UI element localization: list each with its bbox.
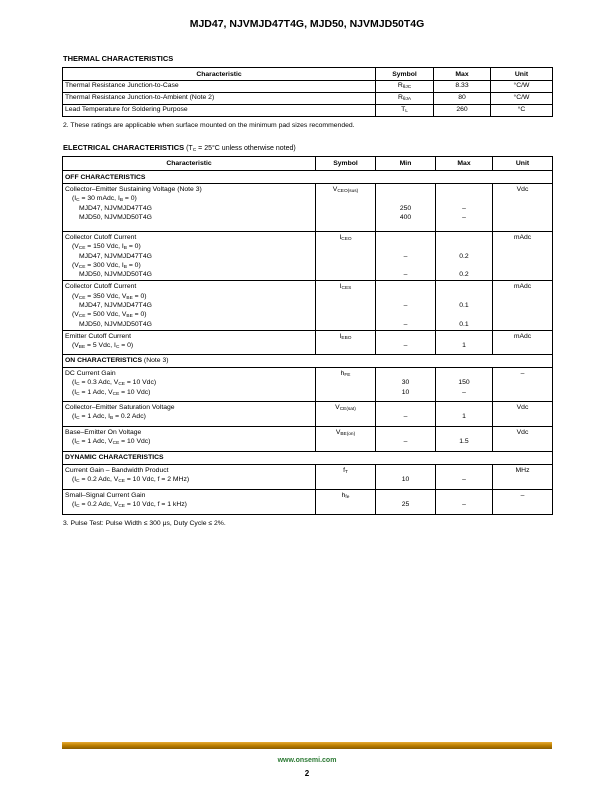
text-line: ($V_{CE} = 350$ Vdc, $V_{BE} = 0$) — [72, 292, 147, 301]
max-cell — [436, 281, 493, 330]
section-row-dynamic — [63, 451, 553, 464]
text-line: ($V_{CE} = 500$ Vdc, $V_{BE} = 0$) — [72, 311, 147, 320]
unit-cell: Vdc — [493, 184, 553, 232]
section-row-off — [63, 171, 553, 184]
characteristic-cell: Thermal Resistance Junction-to-Ambient (Note 2) — [63, 93, 376, 105]
text-line: – — [462, 476, 466, 484]
characteristic-cell — [63, 232, 316, 281]
page-footer — [62, 742, 552, 778]
max-cell: 8.33 — [434, 81, 491, 93]
text-line: 250 — [399, 204, 412, 212]
text-line: ($I_C = 1$ Adc, $I_B = 0.2$ Adc) — [72, 413, 146, 422]
text-line: 1.5 — [459, 438, 469, 446]
unit-cell: °C/W — [491, 93, 553, 105]
row-hfe-dc — [63, 367, 553, 401]
text-line: Collector Cutoff Current — [65, 283, 137, 291]
min-cell — [376, 426, 436, 451]
characteristic-cell — [63, 330, 316, 354]
symbol-cell: $h_{FE}$ — [316, 367, 376, 401]
text-line: Emitter Cutoff Current — [65, 332, 131, 340]
section-label: DYNAMIC CHARACTERISTICS — [63, 451, 553, 464]
characteristic-cell — [63, 184, 316, 232]
max-cell — [436, 184, 493, 232]
text-line: – — [403, 342, 408, 350]
unit-cell: Vdc — [493, 426, 553, 451]
symbol-cell: $R_{\theta JC}$ — [376, 81, 434, 93]
text-line: 0.1 — [459, 302, 469, 310]
note-2: 2. These ratings are applicable when surface mounted on the minimum pad sizes recommended. — [63, 122, 355, 129]
unit-cell: mAdc — [493, 330, 553, 354]
text-line: ($I_C = 1$ Adc, $V_{CE} = 10$ Vdc) — [72, 388, 151, 397]
text-line: – — [403, 271, 408, 279]
thermal-row-rthjc — [63, 81, 553, 93]
text-line — [376, 491, 435, 500]
symbol-cell: $I_{EBO}$ — [316, 330, 376, 354]
max-cell — [436, 232, 493, 281]
note-3: 3. Pulse Test: Pulse Width ≤ 300 μs, Duty Cycle ≤ 2%. — [63, 519, 226, 527]
text-line: Collector–Emitter Sustaining Voltage (Note 3) — [65, 186, 202, 193]
min-cell — [376, 367, 436, 401]
characteristic-cell — [63, 367, 316, 401]
text-line — [376, 403, 435, 412]
min-cell — [376, 464, 436, 489]
text-line: – — [403, 413, 408, 421]
text-line — [436, 194, 492, 203]
text-line: ($I_C = 0.3$ Adc, $V_{CE} = 10$ Vdc) — [72, 379, 157, 388]
text-line: Current Gain – Bandwidth Product — [65, 466, 169, 474]
text-line — [376, 369, 435, 378]
text-line: Collector–Emitter Saturation Voltage — [65, 403, 175, 411]
min-cell — [376, 401, 436, 426]
text-line: 0.2 — [459, 252, 469, 260]
row-hfe-small-signal — [63, 489, 553, 514]
text-line — [436, 292, 492, 301]
text-line — [376, 242, 435, 251]
col-header-max: Max — [434, 68, 491, 81]
text-line — [436, 310, 492, 319]
text-line: ($V_{CE} = 300$ Vdc, $I_B = 0$) — [72, 261, 141, 271]
max-cell — [436, 464, 493, 489]
footer-accent-bar — [62, 742, 552, 749]
electrical-table — [62, 156, 553, 515]
row-ft — [63, 464, 553, 489]
symbol-cell: $T_L$ — [376, 105, 434, 117]
row-iceo — [63, 232, 553, 281]
text-line: 25 — [401, 501, 410, 509]
max-cell — [436, 426, 493, 451]
row-vceo-sus — [63, 184, 553, 232]
onsemi-link[interactable]: www.onsemi.com — [277, 757, 337, 764]
text-line — [376, 466, 435, 475]
symbol-cell: $V_{CE(sat)}$ — [316, 401, 376, 426]
text-line: MJD47, NJVMJD47T4G — [79, 204, 152, 212]
max-cell — [436, 367, 493, 401]
text-line: MJD50, NJVMJD50T4G — [79, 320, 152, 328]
text-line: – — [403, 320, 408, 328]
text-line — [436, 428, 492, 437]
row-iebo — [63, 330, 553, 354]
text-line: MJD47, NJVMJD47T4G — [79, 252, 152, 260]
text-line: MJD50, NJVMJD50T4G — [79, 271, 152, 279]
text-line: DC Current Gain — [65, 369, 116, 377]
characteristic-cell — [63, 464, 316, 489]
col-header-symbol: Symbol — [316, 157, 376, 171]
text-line: Base–Emitter On Voltage — [65, 428, 142, 436]
text-line: – — [403, 252, 408, 260]
unit-cell: mAdc — [493, 232, 553, 281]
text-line — [436, 242, 492, 251]
col-header-unit: Unit — [493, 157, 553, 171]
unit-cell: MHz — [493, 464, 553, 489]
thermal-row-lead-temp — [63, 105, 553, 117]
symbol-cell: $f_T$ — [316, 464, 376, 489]
characteristic-cell — [63, 281, 316, 330]
symbol-cell: $h_{fe}$ — [316, 489, 376, 514]
characteristic-cell — [63, 426, 316, 451]
text-line — [436, 233, 492, 242]
text-line — [376, 261, 435, 270]
characteristic-cell: Lead Temperature for Soldering Purpose — [63, 105, 376, 117]
text-line: – — [462, 204, 466, 212]
text-line: 400 — [399, 213, 412, 221]
text-line — [376, 292, 435, 301]
text-line: ($I_C = 30$ mAdc, $I_B = 0$) — [72, 195, 137, 204]
symbol-cell: $I_{CES}$ — [316, 281, 376, 330]
thermal-row-rthja — [63, 93, 553, 105]
text-line — [376, 428, 435, 437]
page-number: 2 — [304, 769, 310, 778]
text-line — [436, 403, 492, 412]
thermal-table — [62, 67, 553, 117]
text-line: Collector Cutoff Current — [65, 234, 137, 241]
text-line: 10 — [401, 476, 410, 484]
text-line: – — [462, 213, 466, 221]
symbol-cell: $R_{\theta JA}$ — [376, 93, 434, 105]
text-line: – — [462, 501, 466, 509]
min-cell — [376, 330, 436, 354]
unit-cell: – — [493, 367, 553, 401]
max-cell — [436, 489, 493, 514]
text-line: – — [462, 388, 466, 396]
characteristic-cell — [63, 401, 316, 426]
characteristic-cell: Thermal Resistance Junction-to-Case — [63, 81, 376, 93]
text-line: – — [403, 438, 408, 446]
row-vce-sat — [63, 401, 553, 426]
characteristic-cell — [63, 489, 316, 514]
min-cell — [376, 232, 436, 281]
section-label: ON CHARACTERISTICS (Note 3) — [63, 354, 553, 367]
row-ices — [63, 281, 553, 330]
text-line — [436, 466, 492, 475]
symbol-cell: $V_{CEO(sus)}$ — [316, 184, 376, 232]
text-line: MJD50, NJVMJD50T4G — [79, 213, 152, 221]
col-header-min: Min — [376, 157, 436, 171]
col-header-characteristic: Characteristic — [63, 157, 316, 171]
text-line — [376, 194, 435, 203]
text-line: 150 — [458, 379, 470, 387]
min-cell — [376, 281, 436, 330]
datasheet-page — [62, 0, 552, 528]
col-header-unit: Unit — [491, 68, 553, 81]
unit-cell: – — [493, 489, 553, 514]
col-header-symbol: Symbol — [376, 68, 434, 81]
text-line — [376, 310, 435, 319]
text-line: 30 — [401, 379, 410, 387]
section-label: OFF CHARACTERISTICS — [63, 171, 553, 184]
text-line — [436, 491, 492, 500]
text-line: ($V_{CE} = 150$ Vdc, $I_B = 0$) — [72, 243, 141, 252]
text-line — [436, 261, 492, 270]
text-line: 0.2 — [459, 271, 469, 279]
text-line — [376, 185, 435, 194]
max-cell: 260 — [434, 105, 491, 117]
text-line: 1 — [462, 413, 466, 421]
col-header-max: Max — [436, 157, 493, 171]
text-line — [436, 332, 492, 341]
max-cell: 80 — [434, 93, 491, 105]
text-line: 10 — [401, 388, 410, 396]
symbol-cell: $I_{CEO}$ — [316, 232, 376, 281]
col-header-characteristic: Characteristic — [63, 68, 376, 81]
text-line: ($I_C = 1$ Adc, $V_{CE} = 10$ Vdc) — [72, 438, 151, 447]
text-line — [376, 332, 435, 341]
text-line — [436, 185, 492, 194]
thermal-header-row — [63, 68, 553, 81]
unit-cell: mAdc — [493, 281, 553, 330]
unit-cell: °C — [491, 105, 553, 117]
text-line: 1 — [462, 342, 466, 350]
unit-cell: °C/W — [491, 81, 553, 93]
thermal-section-heading: THERMAL CHARACTERISTICS — [63, 54, 174, 63]
text-line: MJD47, NJVMJD47T4G — [79, 302, 152, 310]
section-row-on — [63, 354, 553, 367]
text-line: Small–Signal Current Gain — [65, 491, 146, 499]
page-title: MJD47, NJVMJD47T4G, MJD50, NJVMJD50T4G — [189, 18, 425, 30]
text-line: ($I_C = 0.2$ Adc, $V_{CE} = 10$ Vdc, f = 1 kHz) — [72, 501, 187, 510]
text-line: ($V_{BE} = 5$ Vdc, $I_C = 0$) — [72, 342, 134, 351]
unit-cell: Vdc — [493, 401, 553, 426]
min-cell — [376, 489, 436, 514]
text-line — [436, 282, 492, 291]
text-line: ($I_C = 0.2$ Adc, $V_{CE} = 10$ Vdc, f = 2 MHz) — [72, 476, 190, 485]
symbol-cell: $V_{BE(on)}$ — [316, 426, 376, 451]
text-line — [376, 233, 435, 242]
text-line: 0.1 — [459, 320, 469, 328]
min-cell — [376, 184, 436, 232]
electrical-section-heading — [63, 143, 552, 152]
text-line — [376, 282, 435, 291]
electrical-heading-conditions: ($T_C = 25^\circ C$ unless otherwise noted) — [184, 145, 296, 154]
text-line — [436, 369, 492, 378]
row-vbe-on — [63, 426, 553, 451]
text-line: – — [403, 302, 408, 310]
max-cell — [436, 401, 493, 426]
electrical-heading-bold: ELECTRICAL CHARACTERISTICS — [63, 143, 185, 152]
electrical-header-row — [63, 157, 553, 171]
max-cell — [436, 330, 493, 354]
